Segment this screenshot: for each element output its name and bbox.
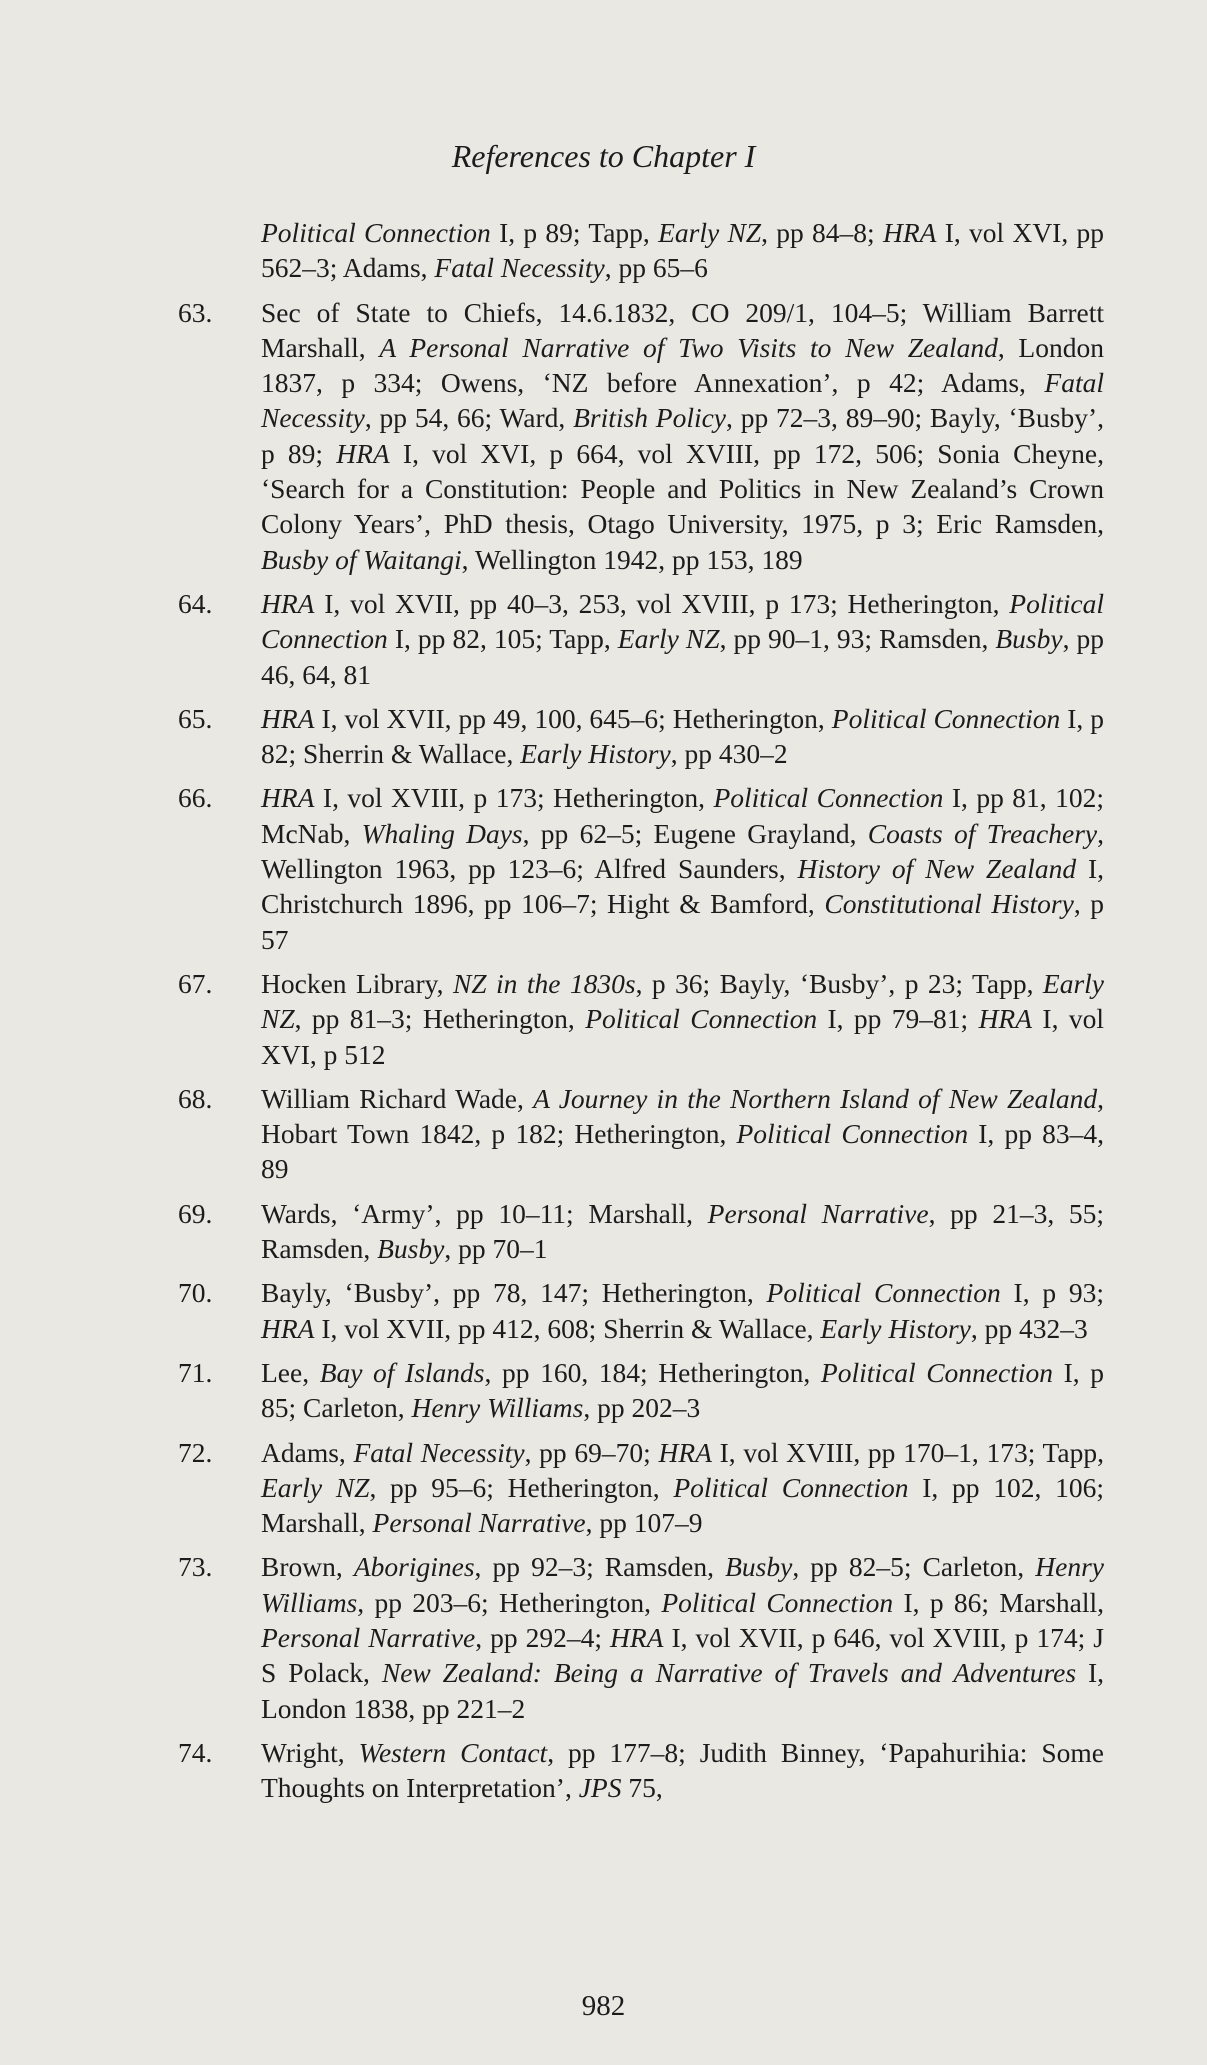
note-text-segment: , pp 81–3; Hetherington, — [294, 1003, 586, 1035]
note-text-segment: Wright, — [261, 1736, 359, 1768]
note-text-segment: I, p 93; — [1000, 1277, 1104, 1309]
work-title: Personal Narrative — [261, 1621, 476, 1653]
note-text — [261, 295, 1104, 577]
work-title: Aborigines — [353, 1551, 475, 1583]
note-text-segment: I, pp 79–81; — [817, 1003, 979, 1035]
note-text-segment: I, p 86; Marshall, — [893, 1586, 1104, 1618]
note-number — [178, 215, 261, 286]
work-title: NZ in the 1830s — [452, 967, 636, 999]
note-text-segment: I, vol XVI, p 512 — [261, 1003, 1104, 1070]
work-title: Personal Narrative — [707, 1197, 929, 1229]
work-title: Fatal Necessity — [261, 367, 1104, 434]
note-text-segment: , pp 430–2 — [670, 738, 788, 770]
note-text-segment: I, pp 83–4, 89 — [261, 1118, 1104, 1185]
reference-note — [178, 780, 1104, 956]
reference-note — [178, 1275, 1104, 1346]
reference-note — [178, 1735, 1104, 1806]
reference-note — [178, 1081, 1104, 1187]
note-text-segment: , pp 90–1, 93; Ramsden, — [719, 623, 996, 655]
note-text — [261, 1196, 1104, 1267]
note-text — [261, 1275, 1104, 1346]
note-text-segment: , pp 62–5; Eugene Grayland, — [522, 817, 868, 849]
work-title: Bay of Islands — [319, 1356, 485, 1388]
note-text — [261, 215, 1104, 286]
note-text-segment: I, Christchurch 1896, pp 106–7; Hight & Bamford, — [261, 853, 1104, 920]
work-title: Henry Williams — [261, 1551, 1104, 1618]
reference-note — [178, 1549, 1104, 1725]
note-text — [261, 586, 1104, 692]
note-text-segment: , Wellington 1942, pp 153, 189 — [461, 543, 803, 575]
work-title: Early NZ — [261, 967, 1104, 1035]
work-title: JPS — [578, 1772, 622, 1804]
note-text-segment: , pp 46, 64, 81 — [261, 623, 1105, 690]
note-text — [261, 1081, 1104, 1187]
work-title: Early NZ — [658, 217, 762, 248]
work-title: Political Connection — [261, 587, 1104, 655]
note-text-segment: I, pp 82, 105; Tapp, — [387, 623, 618, 655]
note-text-segment: , pp 84–8; — [761, 217, 883, 248]
note-text-segment: , pp 82–5; Carleton, — [792, 1551, 1036, 1583]
note-text-segment: I, p 85; Carleton, — [261, 1356, 1104, 1424]
work-title: HRA — [658, 1436, 712, 1468]
running-head: References to Chapter I — [451, 138, 756, 174]
work-title: Early History — [520, 738, 671, 770]
note-text-segment: I, pp 102, 106; Marshall, — [261, 1471, 1104, 1539]
note-text-segment: 75, — [621, 1772, 663, 1804]
work-title: Busby — [377, 1233, 445, 1265]
work-title: Political Connection — [585, 1003, 818, 1035]
note-text-segment: , p 36; Bayly, ‘Busby’, p 23; Tapp, — [635, 967, 1043, 999]
note-text-segment: I, vol XVI, pp 562–3; Adams, — [261, 217, 1104, 284]
work-title: HRA — [336, 437, 390, 469]
note-text-segment: , Hobart Town 1842, p 182; Hetherington, — [261, 1082, 1105, 1150]
note-text-segment: , pp 202–3 — [583, 1392, 701, 1424]
note-text-segment: I, pp 81, 102; McNab, — [261, 782, 1104, 849]
work-title: HRA — [882, 217, 937, 248]
note-text-segment: , pp 107–9 — [585, 1507, 703, 1539]
work-title: Busby — [725, 1551, 793, 1583]
note-text-segment: , pp 95–6; Hetherington, — [369, 1471, 674, 1503]
work-title: Busby of Waitangi — [261, 543, 462, 575]
note-text — [261, 1735, 1104, 1806]
work-title: A Personal Narrative of Two Visits to New Zealand — [379, 331, 998, 363]
note-number: 74. — [178, 1736, 213, 1768]
work-title: Political Connection — [736, 1118, 969, 1150]
note-number: 72. — [178, 1436, 213, 1468]
note-text-segment: , pp 65–6 — [604, 252, 708, 284]
note-text-segment: , pp 203–6; Hetherington, — [357, 1586, 662, 1618]
note-text — [261, 1549, 1104, 1725]
reference-note — [178, 966, 1104, 1072]
work-title: Fatal Necessity — [434, 252, 605, 284]
note-number: 65. — [178, 702, 213, 734]
work-title: Western Contact — [358, 1736, 548, 1768]
note-text-segment: Brown, — [261, 1551, 354, 1583]
reference-note — [178, 1435, 1104, 1541]
note-text-segment: , pp 21–3, 55; Ramsden, — [261, 1197, 1105, 1265]
work-title: Political Connection — [713, 782, 944, 814]
work-title: HRA — [978, 1003, 1033, 1035]
work-title: Personal Narrative — [372, 1507, 586, 1539]
work-title: Busby — [995, 623, 1063, 655]
work-title: Political Connection — [261, 217, 491, 248]
note-text-segment: Sec of State to Chiefs, 14.6.1832, CO 209/1, 104–5; William Barrett Marshall, — [261, 296, 1104, 363]
reference-note — [178, 295, 1104, 577]
note-text-segment: , pp 69–70; — [524, 1436, 659, 1468]
work-title: Whaling Days — [361, 817, 523, 849]
note-text-segment: , pp 54, 66; Ward, — [364, 402, 574, 434]
note-text-segment: I, vol XVII, pp 40–3, 253, vol XVIII, p 173; Hetherington, — [314, 587, 1010, 619]
reference-note — [178, 215, 1104, 286]
work-title: HRA — [261, 1312, 315, 1344]
note-number: 73. — [178, 1551, 213, 1583]
note-text-segment: , p 57 — [261, 888, 1105, 955]
note-number: 67. — [178, 967, 213, 999]
note-text-segment: , pp 92–3; Ramsden, — [474, 1551, 726, 1583]
note-text — [261, 1355, 1104, 1426]
note-text-segment: I, vol XVII, pp 412, 608; Sherrin & Wallace, — [314, 1312, 821, 1344]
note-text — [261, 966, 1104, 1072]
note-text-segment: Bayly, ‘Busby’, pp 78, 147; Hetherington, — [261, 1277, 767, 1309]
note-text — [261, 701, 1104, 772]
work-title: Constitutional History — [824, 888, 1074, 920]
work-title: History of New Zealand — [797, 853, 1077, 885]
work-title: HRA — [261, 782, 315, 814]
work-title: HRA — [261, 587, 315, 619]
note-text-segment: , pp 72–3, 89–90; Bayly, ‘Busby’, p 89; — [261, 402, 1104, 469]
page-number: 982 — [581, 1990, 626, 2022]
note-number: 63. — [178, 296, 213, 328]
note-text-segment: , pp 70–1 — [444, 1233, 548, 1265]
note-text-segment: William Richard Wade, — [261, 1082, 534, 1114]
note-text — [261, 780, 1104, 956]
work-title: British Policy — [573, 402, 727, 434]
note-text-segment: Adams, — [261, 1436, 354, 1468]
reference-notes-list — [178, 215, 1104, 1814]
note-text — [261, 1435, 1104, 1541]
note-text-segment: , pp 432–3 — [970, 1312, 1088, 1344]
note-text-segment: , pp 292–4; — [475, 1621, 611, 1653]
work-title: HRA — [610, 1621, 664, 1653]
work-title: A Journey in the Northern Island of New Zealand — [533, 1082, 1098, 1114]
note-text-segment: I, vol XVII, p 646, vol XVIII, p 174; J S Polack, — [261, 1621, 1104, 1689]
work-title: Early History — [820, 1312, 971, 1344]
reference-note — [178, 586, 1104, 692]
note-number: 70. — [178, 1277, 213, 1309]
note-text-segment: , Wellington 1963, pp 123–6; Alfred Saunders, — [261, 817, 1104, 885]
note-text-segment: I, p 89; Tapp, — [490, 217, 659, 248]
work-title: Political Connection — [673, 1471, 909, 1503]
note-text-segment: I, vol XVII, pp 49, 100, 645–6; Hetherington, — [314, 702, 832, 734]
note-text-segment: Hocken Library, — [261, 967, 453, 999]
reference-note — [178, 701, 1104, 772]
work-title: Early NZ — [617, 623, 720, 655]
work-title: Political Connection — [661, 1586, 894, 1618]
note-text-segment: Wards, ‘Army’, pp 10–11; Marshall, — [261, 1197, 708, 1229]
note-number: 71. — [178, 1356, 213, 1388]
reference-note — [178, 1355, 1104, 1426]
work-title: Political Connection — [766, 1277, 1001, 1309]
note-text-segment: I, vol XVIII, p 173; Hetherington, — [314, 782, 714, 814]
work-title: Fatal Necessity — [353, 1436, 525, 1468]
note-number: 64. — [178, 587, 213, 619]
work-title: Coasts of Treachery — [867, 817, 1098, 849]
note-number: 66. — [178, 782, 213, 814]
note-text-segment: Lee, — [261, 1356, 320, 1388]
work-title: Political Connection — [820, 1356, 1053, 1388]
work-title: Early NZ — [261, 1471, 370, 1503]
work-title: New Zealand: Being a Narrative of Travels and Adventures — [381, 1657, 1077, 1689]
work-title: Political Connection — [831, 702, 1061, 734]
note-text-segment: I, vol XVI, p 664, vol XVIII, pp 172, 506; Sonia Cheyne, ‘Search for a Constitution: People and Politics in New Zealand’s Crown Colony Years’, PhD thesis, Otago University, 1975, p 3; Eric Ramsden, — [261, 437, 1105, 540]
note-text-segment: I, vol XVIII, pp 170–1, 173; Tapp, — [711, 1436, 1104, 1468]
work-title: HRA — [261, 702, 315, 734]
work-title: Henry Williams — [411, 1392, 584, 1424]
note-number: 68. — [178, 1082, 213, 1114]
note-text-segment: I, London 1838, pp 221–2 — [261, 1657, 1104, 1724]
note-text-segment: I, p 82; Sherrin & Wallace, — [261, 702, 1104, 770]
note-text-segment: , pp 177–8; Judith Binney, ‘Papahurihia: Some Thoughts on Interpretation’, — [261, 1736, 1104, 1804]
note-text-segment: , pp 160, 184; Hetherington, — [484, 1356, 821, 1388]
note-number: 69. — [178, 1197, 213, 1229]
reference-note — [178, 1196, 1104, 1267]
note-text-segment: , London 1837, p 334; Owens, ‘NZ before Annexation’, p 42; Adams, — [261, 331, 1104, 399]
